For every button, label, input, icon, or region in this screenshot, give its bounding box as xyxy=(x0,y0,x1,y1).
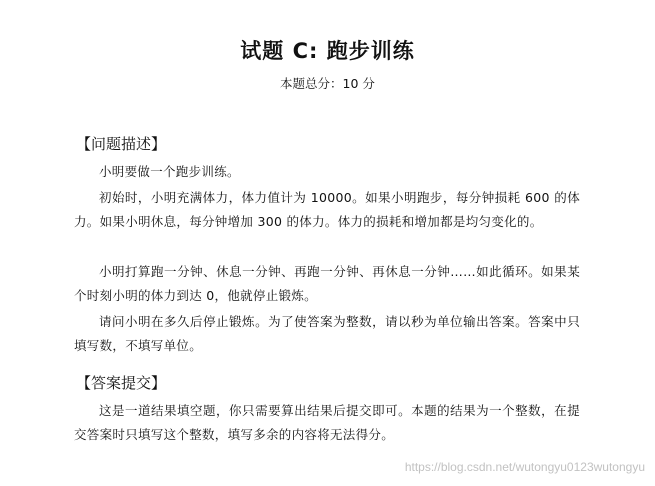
description-paragraph: 小明打算跑一分钟、休息一分钟、再跑一分钟、再休息一分钟……如此循环。如果某个时刻小明的体力到达 0，他就停止锻炼。 xyxy=(74,264,580,303)
section-heading-submission: 【答案提交】 xyxy=(76,374,167,392)
description-paragraph: 初始时，小明充满体力，体力值计为 10000。如果小明跑步，每分钟损耗 600 的体力。如果小明休息，每分钟增加 300 的体力。体力的损耗和增加都是均匀变化的。 xyxy=(74,190,580,229)
total-score: 本题总分：10 分 xyxy=(280,76,375,91)
description-paragraph: 请问小明在多久后停止锻炼。为了使答案为整数，请以秒为单位输出答案。答案中只填写数，不填写单位。 xyxy=(74,314,580,353)
submission-paragraph: 这是一道结果填空题，你只需要算出结果后提交即可。本题的结果为一个整数，在提交答案时只填写这个整数，填写多余的内容将无法得分。 xyxy=(74,403,580,442)
description-paragraph: 小明要做一个跑步训练。 xyxy=(99,164,240,179)
problem-title: 试题 C: 跑步训练 xyxy=(240,39,415,63)
watermark-url: https://blog.csdn.net/wutongyu0123wutongyu xyxy=(404,460,645,474)
section-heading-description: 【问题描述】 xyxy=(76,135,167,153)
